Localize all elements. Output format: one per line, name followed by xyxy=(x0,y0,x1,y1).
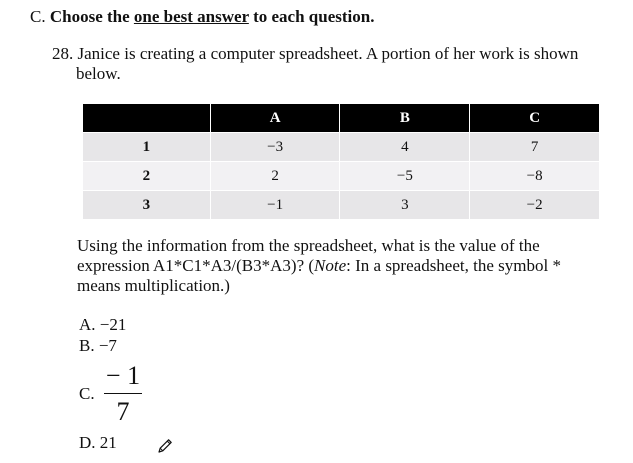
cell-b1: 4 xyxy=(340,133,470,162)
choice-a[interactable]: A. −21 xyxy=(79,315,127,334)
table-row xyxy=(83,133,600,162)
cell-b3: 3 xyxy=(340,191,470,220)
column-header-a: A xyxy=(210,104,340,133)
fraction-denominator: 7 xyxy=(116,397,130,426)
column-header-c: C xyxy=(470,104,600,133)
fraction-bar xyxy=(104,393,142,394)
table-row xyxy=(83,162,600,191)
header-row xyxy=(83,104,600,133)
row-label-3: 3 xyxy=(83,191,211,220)
prompt-line-2: expression A1*C1*A3/(B3*A3)? (Note: In a spreadsheet, the symbol * xyxy=(77,256,561,275)
cell-c3: −2 xyxy=(470,191,600,220)
prompt-line-1: Using the information from the spreadsheet, what is the value of the xyxy=(77,236,540,255)
choice-b[interactable]: B. −7 xyxy=(79,336,117,355)
question-text xyxy=(52,44,612,84)
spreadsheet-table xyxy=(82,103,600,220)
section-heading: C. Choose the one best answer to each question. xyxy=(30,7,375,26)
note-label: Note xyxy=(314,256,347,275)
cell-c1: 7 xyxy=(470,133,600,162)
table-row xyxy=(83,191,600,220)
choice-c-fraction[interactable] xyxy=(104,362,142,426)
row-label-1: 1 xyxy=(83,133,211,162)
row-label-2: 2 xyxy=(83,162,211,191)
fraction-numerator: − 1 xyxy=(105,361,141,390)
pencil-icon[interactable] xyxy=(156,437,174,455)
choice-c-label[interactable]: C. xyxy=(79,384,95,403)
question-line-1: 28. Janice is creating a computer spreadsheet. A portion of her work is shown xyxy=(52,44,579,63)
cell-a1: −3 xyxy=(210,133,340,162)
question-prompt xyxy=(77,236,607,296)
choice-d[interactable]: D. 21 xyxy=(79,433,117,452)
cell-a3: −1 xyxy=(210,191,340,220)
corner-cell xyxy=(83,104,211,133)
question-line-2: below. xyxy=(76,64,121,83)
cell-c2: −8 xyxy=(470,162,600,191)
cell-b2: −5 xyxy=(340,162,470,191)
prompt-line-3: means multiplication.) xyxy=(77,276,230,295)
cell-a2: 2 xyxy=(210,162,340,191)
column-header-b: B xyxy=(340,104,470,133)
